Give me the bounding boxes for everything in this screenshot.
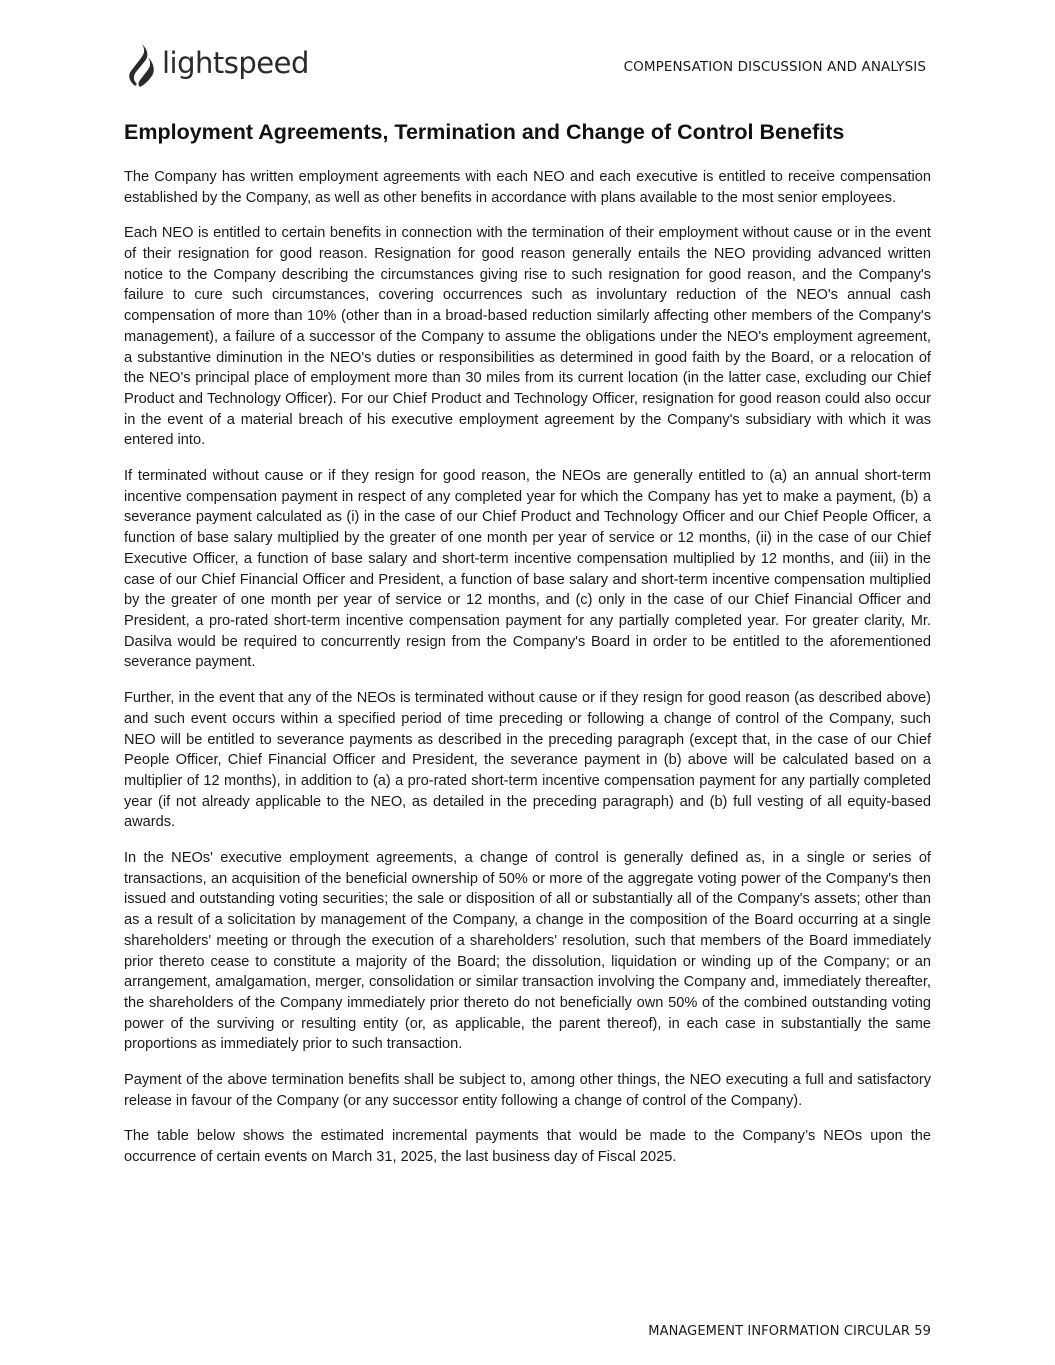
lightspeed-flame-icon bbox=[126, 43, 156, 87]
lightspeed-logo bbox=[126, 42, 309, 88]
paragraph-table-intro: The table below shows the estimated incremental payments that would be made to the Company’s NEOs upon the occurrence of certain events on March 31, 2025, the last business day of Fiscal 2025. bbox=[124, 1128, 931, 1166]
page-content bbox=[124, 119, 931, 1183]
section-label: COMPENSATION DISCUSSION AND ANALYSIS bbox=[623, 59, 926, 75]
paragraph-termination-entitlements: If terminated without cause or if they resign for good reason, the NEOs are generally entitled to (a) an annual short-term incentive compensation payment in respect of any completed year for which the Company has yet to make a payment, (b) a severance payment calculated as (i) in the case of our Chief Product and Technology Officer and our Chief People Officer, a function of base salary multiplied by the greater of one month per year of service or 12 months, (ii) in the case of our Chief Executive Officer, a function of base salary and short-term incentive compensation multiplied by 12 months, and (iii) in the case of our Chief Financial Officer and President, a function of base salary and short-term incentive compensation multiplied by the greater of one month per year of service or 12 months, and (c) only in the case of our Chief Financial Officer and President, a pro-rated short-term incentive compensation payment for any partially completed year. For greater clarity, Mr. Dasilva would be required to concurrently resign from the Company's Board in order to be entitled to the aforementioned severance payment. bbox=[124, 468, 931, 671]
paragraph-employment-agreements: The Company has written employment agreements with each NEO and each executive is entitled to receive compensation established by the Company, as well as other benefits in accordance with plans available to the most senior employees. bbox=[124, 168, 931, 206]
paragraph-change-of-control-severance: Further, in the event that any of the NEOs is terminated without cause or if they resign for good reason (as described above) and such event occurs within a specified period of time preceding or following a change of control of the Company, such NEO will be entitled to severance payments as described in the preceding paragraph (except that, in the case of our Chief People Officer, Chief Financial Officer and President, the severance payment in (b) above will be calculated based on a multiplier of 12 months), in addition to (a) a pro-rated short-term incentive compensation payment for any partially completed year (if not already applicable to the NEO, as detailed in the preceding paragraph) and (b) full vesting of all equity-based awards. bbox=[124, 690, 931, 831]
brand-name: lightspeed bbox=[162, 45, 309, 80]
page-title: Employment Agreements, Termination and Change of Control Benefits bbox=[124, 120, 845, 144]
page-header bbox=[0, 0, 1055, 100]
paragraph-release-condition: Payment of the above termination benefits shall be subject to, among other things, the NEO executing a full and satisfactory release in favour of the Company (or any successor entity following a change of control of the Company). bbox=[124, 1072, 931, 1109]
paragraph-good-reason: Each NEO is entitled to certain benefits in connection with the termination of their employment without cause or in the event of their resignation for good reason. Resignation for good reason generally entails the NEO providing advanced written notice to the Company describing the circumstances giving rise to such resignation for good reason, and the Company's failure to cure such circumstances, covering occurrences such as involuntary reduction of the NEO's annual cash compensation of more than 10% (other than in a broad-based reduction similarly affecting other members of the Company's management), a failure of a successor of the Company to assume the obligations under the NEO's employment agreement, a substantive diminution in the NEO's duties or responsibilities as determined in good faith by the Board, or a relocation of the NEO's principal place of employment more than 30 miles from its current location (in the latter case, excluding our Chief Product and Technology Officer). For our Chief Product and Technology Officer, resignation for good reason could also occur in the event of a material breach of his executive employment agreement by the Company's subsidiary with which it was entered into. bbox=[124, 225, 931, 449]
page-footer: MANAGEMENT INFORMATION CIRCULAR 59 bbox=[648, 1324, 931, 1339]
paragraph-change-of-control-definition: In the NEOs' executive employment agreements, a change of control is generally defined as, in a single or series of transactions, an acquisition of the beneficial ownership of 50% or more of the aggregate voting power of the Company's then issued and outstanding voting securities; the sale or disposition of all or substantially all of the Company's assets; other than as a result of a solicitation by management of the Company, a change in the composition of the Board occurring at a single shareholders' meeting or through the execution of a shareholders' resolution, such that members of the Board immediately prior thereto cease to constitute a majority of the Board; the dissolution, liquidation or winding up of the Company; or an arrangement, amalgamation, merger, consolidation or similar transaction involving the Company and, immediately thereafter, the shareholders of the Company immediately prior thereto do not beneficially own 50% of the combined outstanding voting power of the surviving or resulting entity (or, as applicable, the parent thereof), in each case in substantially the same proportions as immediately prior to such transaction. bbox=[124, 850, 931, 1053]
